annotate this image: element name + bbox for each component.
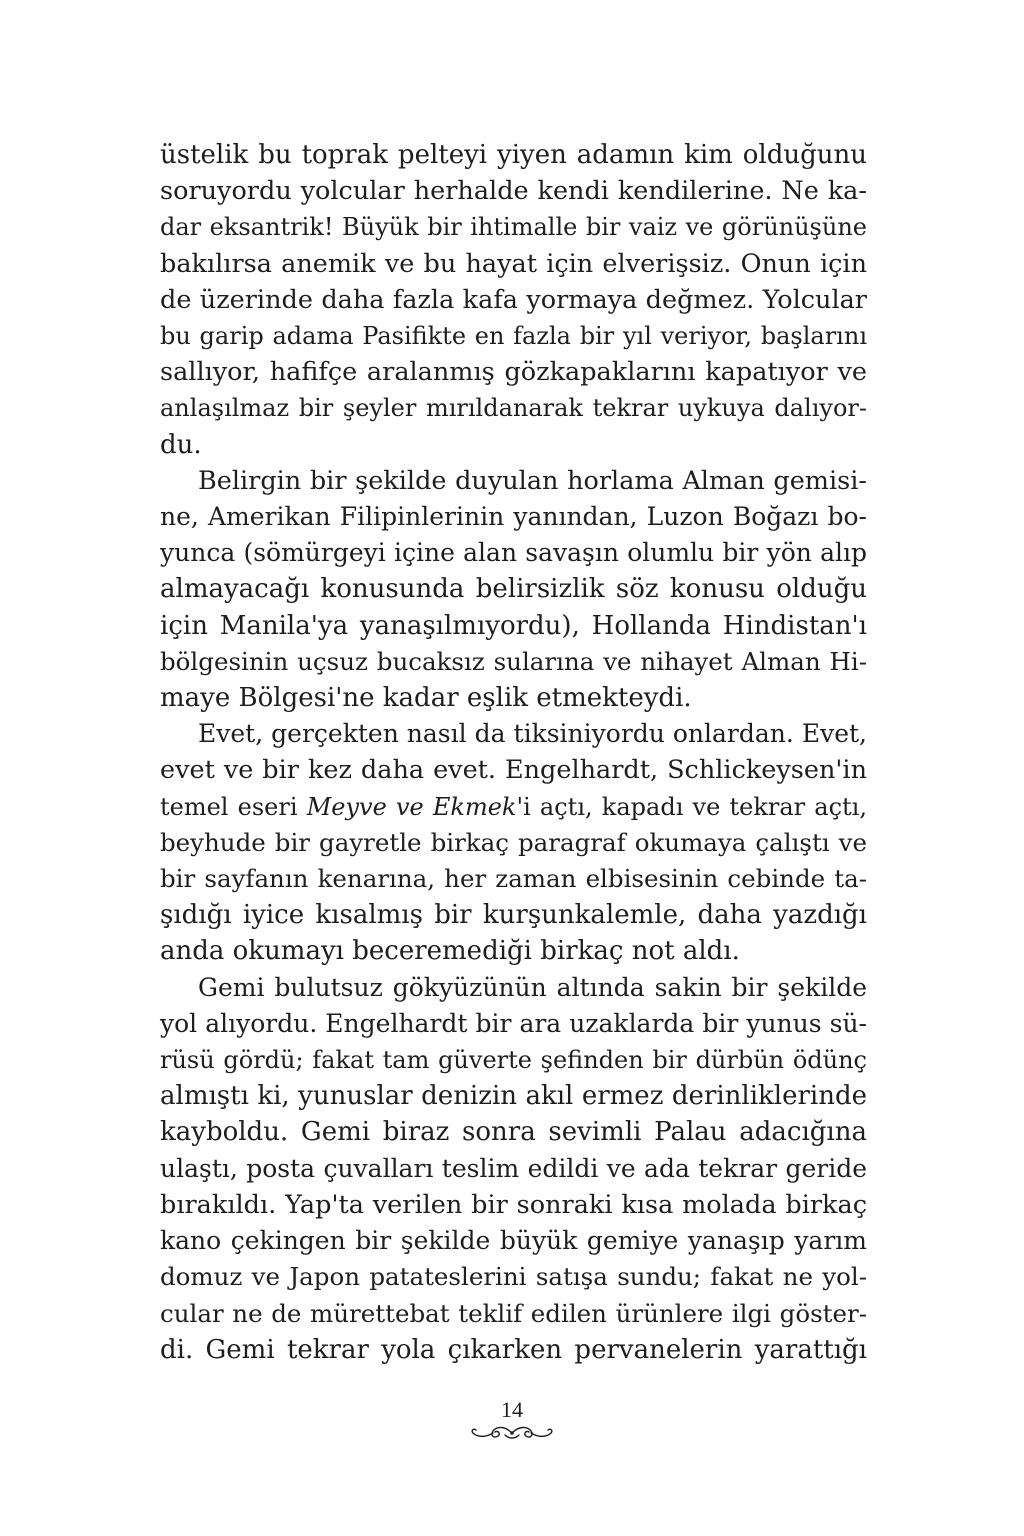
- text-line: du.: [160, 429, 202, 460]
- text-line: domuz ve Japon patateslerini satışa sundu; fakat ne yol-: [160, 1262, 867, 1292]
- text-line: di. Gemi tekrar yola çıkarken pervanelerin yarattığı: [160, 1334, 867, 1365]
- text-line: yunca (sömürgeyi içine alan savaşın olumlu bir yön alıp: [160, 538, 867, 568]
- text-line: almıştı ki, yunuslar denizin akıl ermez derinliklerinde: [160, 1081, 867, 1112]
- floral-flourish-icon: [467, 1422, 557, 1444]
- text-line: Belirgin bir şekilde duyulan horlama Alman gemisi-: [198, 465, 867, 496]
- text-line: dar eksantrik! Büyük bir ihtimalle bir vaiz ve görünüşüne: [160, 213, 867, 242]
- text-line: yol alıyordu. Engelhardt bir ara uzaklarda bir yunus sü-: [160, 1008, 867, 1038]
- book-title: Meyve ve Ekmek: [306, 792, 517, 821]
- text-line: şıdığı iyice kısalmış bir kurşunkalemle, daha yazdığı: [160, 900, 867, 931]
- page-number: 14: [501, 1397, 523, 1422]
- text-segment: 'i açtı, kapadı ve tekrar açtı,: [516, 792, 867, 821]
- text-line: kano çekingen bir şekilde büyük gemiye yanaşıp yarım: [160, 1226, 867, 1256]
- text-line: ne, Amerikan Filipinlerinin yanından, Luzon Boğazı bo-: [160, 502, 867, 532]
- text-line: cular ne de mürettebat teklif edilen ürünlere ilgi göster-: [160, 1298, 867, 1328]
- text-segment: temel eseri: [160, 792, 307, 821]
- text-line: bakılırsa anemik ve bu hayat için elverişsiz. Onun için: [160, 248, 867, 279]
- text-line: bölgesinin uçsuz bucaksız sularına ve nihayet Alman Hi-: [160, 646, 867, 676]
- text-line: bu garip adama Pasifikte en fazla bir yıl veriyor, başlarını: [160, 322, 867, 351]
- body-text: [160, 137, 867, 1368]
- text-line: ulaştı, posta çuvalları teslim edildi ve ada tekrar geride: [160, 1153, 867, 1183]
- page-footer: [0, 1398, 1024, 1444]
- text-line: Evet, gerçekten nasıl da tiksiniyordu onlardan. Evet,: [198, 719, 867, 749]
- text-line: maye Bölgesi'ne kadar eşlik etmekteydi.: [160, 683, 692, 714]
- text-line: de üzerinde daha fazla kafa yormaya değmez. Yolcular: [160, 284, 867, 315]
- text-line: soruyordu yolcular herhalde kendi kendilerine. Ne ka-: [160, 176, 867, 207]
- text-line: Gemi bulutsuz gökyüzünün altında sakin bir şekilde: [198, 972, 867, 1002]
- text-line: bırakıldı. Yap'ta verilen bir sonraki kısa molada birkaç: [160, 1189, 867, 1220]
- text-line: sallıyor, hafifçe aralanmış gözkapaklarını kapatıyor ve: [160, 357, 867, 388]
- text-line: üstelik bu toprak pelteyi yiyen adamın kim olduğunu: [160, 140, 867, 170]
- text-line: anlaşılmaz bir şeyler mırıldanarak tekrar uykuya dalıyor-: [160, 394, 867, 423]
- text-line: anda okumayı beceremediği birkaç not aldı.: [160, 936, 740, 967]
- text-line: evet ve bir kez daha evet. Engelhardt, Schlickeysen'in: [160, 755, 867, 786]
- text-line: kayboldu. Gemi biraz sonra sevimli Palau adacığına: [160, 1117, 867, 1148]
- text-line: [160, 789, 867, 825]
- text-line: almayacağı konusunda belirsizlik söz konusu olduğu: [160, 574, 867, 605]
- text-line: için Manila'ya yanaşılmıyordu), Hollanda Hindistan'ı: [160, 610, 867, 641]
- text-line: beyhude bir gayretle birkaç paragraf okumaya çalıştı ve: [160, 827, 867, 857]
- text-line: rüsü gördü; fakat tam güverte şefinden bir dürbün ödünç: [160, 1046, 867, 1075]
- text-line: bir sayfanın kenarına, her zaman elbisesinin cebinde ta-: [160, 864, 867, 894]
